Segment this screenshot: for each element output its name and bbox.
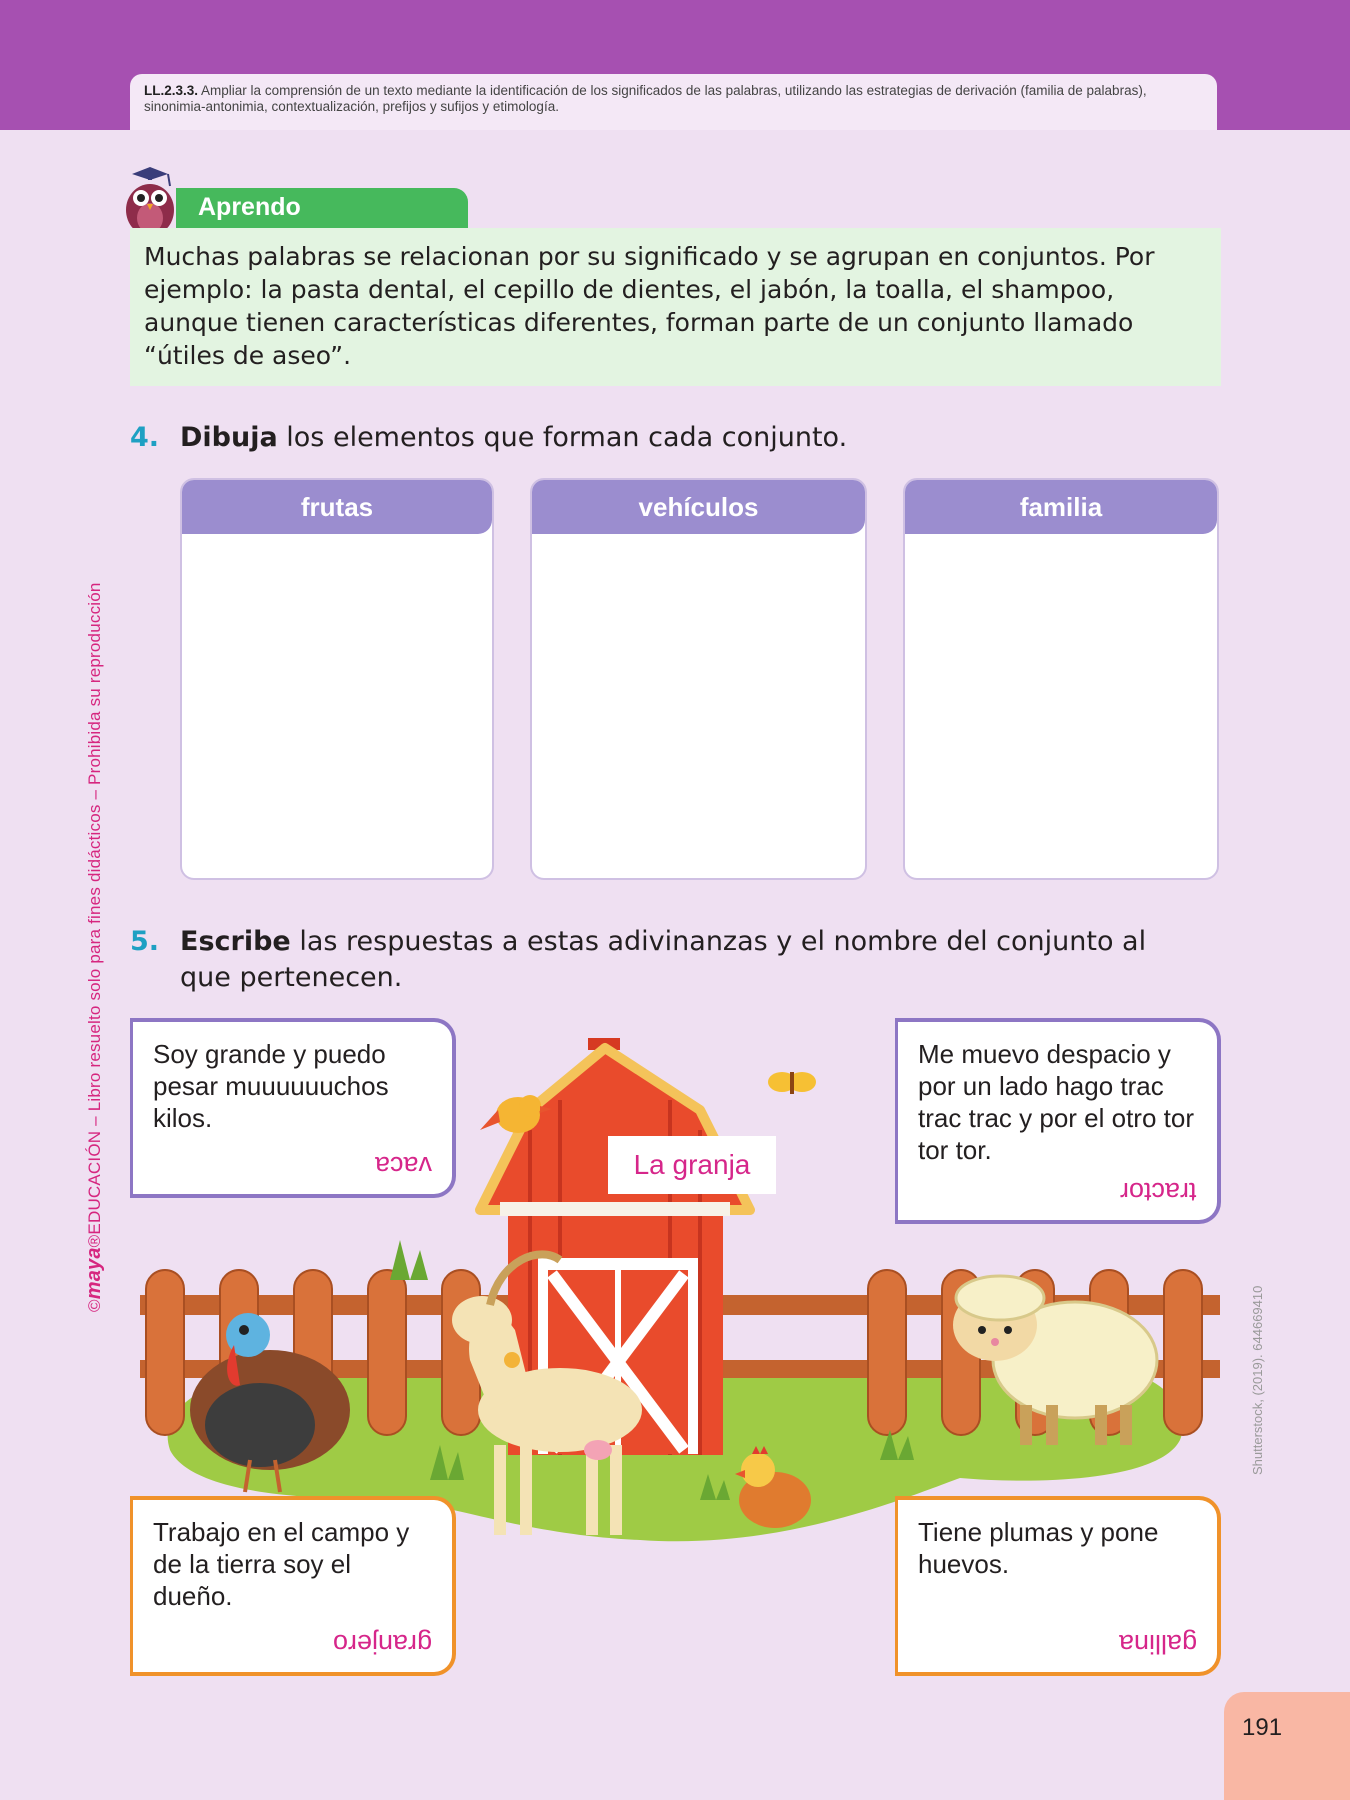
set-header: vehículos <box>532 480 865 534</box>
riddle-text: Trabajo en el campo y de la tierra soy el dueño. <box>153 1517 410 1611</box>
page-number: 191 <box>1224 1692 1350 1800</box>
question-5-text: las respuestas a estas adivinanzas y el nombre del conjunto al <box>290 926 1147 957</box>
riddle-answer[interactable]: vaca <box>374 1151 432 1181</box>
riddle-answer[interactable]: tractor <box>1120 1177 1197 1207</box>
riddle-box-2 <box>895 1018 1221 1224</box>
riddle-answer[interactable]: granjero <box>332 1629 432 1659</box>
question-4-verb: Dibuja <box>180 422 278 453</box>
aprendo-text: Muchas palabras se relacionan por su significado y se agrupan en conjuntos. Por ejemplo: la pasta dental, el cepillo de dientes, el jabón, la toalla, el shampoo, aunque tienen características diferentes, forman parte de un conjunto llamado “útiles de aseo”. <box>130 228 1221 386</box>
set-box-vehiculos[interactable] <box>530 478 867 880</box>
copyright-symbol: © <box>85 1299 104 1312</box>
farm-sign: La granja <box>608 1136 776 1194</box>
skill-description <box>130 74 1217 130</box>
question-4 <box>130 420 847 456</box>
question-5-number: 5. <box>130 926 160 957</box>
riddle-box-4 <box>895 1496 1221 1676</box>
brand-logo: maya <box>83 1247 105 1300</box>
skill-text: Ampliar la comprensión de un texto mediante la identificación de los significados de las palabras, utilizando las estrategias de derivación (familia de palabras), sinonimia-antonimia, contextualización, prefijos y sufijos y etimología. <box>144 83 1147 114</box>
question-5-verb: Escribe <box>180 926 291 957</box>
image-credit: Shutterstock, (2019). 644669410 <box>1250 1285 1265 1475</box>
riddle-text: Me muevo despacio y por un lado hago trac trac trac y por el otro tor tor tor. <box>918 1039 1194 1165</box>
question-5-text-line2: que pertenecen. <box>180 962 403 993</box>
riddle-text: Soy grande y puedo pesar muuuuuuchos kilos. <box>153 1039 389 1133</box>
copyright-notice <box>83 582 106 1312</box>
riddle-box-1 <box>130 1018 456 1198</box>
skill-code: LL.2.3.3. <box>144 83 199 98</box>
set-box-familia[interactable] <box>903 478 1219 880</box>
copyright-text: EDUCACIÓN – Libro resuelto solo para fines didácticos – Prohibida su reproducción <box>85 582 104 1235</box>
riddle-text: Tiene plumas y pone huevos. <box>918 1517 1159 1579</box>
registered-symbol: ® <box>85 1234 104 1248</box>
riddle-answer[interactable]: gallina <box>1118 1629 1197 1659</box>
set-box-frutas[interactable] <box>180 478 494 880</box>
question-4-number: 4. <box>130 422 160 453</box>
riddle-box-3 <box>130 1496 456 1676</box>
question-5 <box>130 924 1230 996</box>
aprendo-title: Aprendo <box>176 188 468 228</box>
set-header: familia <box>905 480 1217 534</box>
question-4-text: los elementos que forman cada conjunto. <box>277 422 848 453</box>
set-header: frutas <box>182 480 492 534</box>
